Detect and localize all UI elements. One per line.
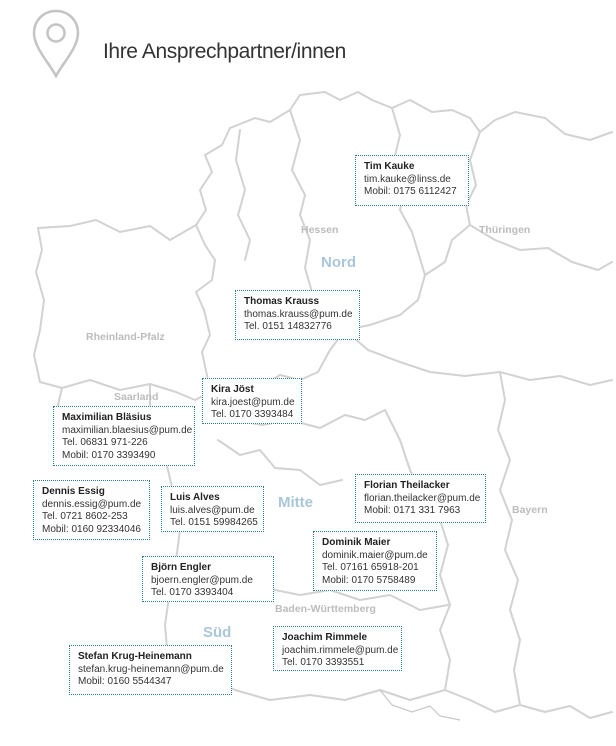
contact-name: Dominik Maier xyxy=(322,537,391,548)
contact-card-essig xyxy=(33,480,150,540)
border-hessen-west xyxy=(196,128,230,310)
border-inner-1 xyxy=(236,130,250,260)
contact-email[interactable]: stefan.krug-heinemann@pum.de xyxy=(78,663,224,675)
border-thueringen xyxy=(480,112,612,140)
contact-card-maier xyxy=(313,531,437,591)
contact-email[interactable]: tim.kauke@linss.de xyxy=(364,173,451,185)
contact-name: Kira Jöst xyxy=(211,384,254,395)
page-title: Ihre Ansprechpartner/innen xyxy=(103,40,346,63)
contact-phone[interactable]: Tel. 0170 3393484 xyxy=(211,409,294,421)
contact-phone[interactable]: Tel. 07161 65918-201 xyxy=(322,562,419,574)
contact-card-blaesius xyxy=(53,406,195,466)
border-inner-2 xyxy=(290,110,312,292)
contact-name: Luis Alves xyxy=(170,492,220,503)
border-bayern-north xyxy=(345,330,612,385)
contact-name: Tim Kauke xyxy=(364,161,415,172)
contact-email[interactable]: dominik.maier@pum.de xyxy=(322,549,428,561)
contact-phone[interactable]: Tel. 0151 59984265 xyxy=(170,517,258,529)
contact-phone[interactable]: Mobil: 0171 331 7963 xyxy=(364,505,461,517)
contact-name: Thomas Krauss xyxy=(244,296,320,307)
contact-email[interactable]: luis.alves@pum.de xyxy=(170,504,255,516)
contact-name: Dennis Essig xyxy=(42,486,105,497)
contact-phone[interactable]: Tel. 0721 8602-253 xyxy=(42,511,128,523)
contact-email[interactable]: joachim.rimmele@pum.de xyxy=(282,644,399,656)
border-rlp-west xyxy=(34,228,44,382)
state-label-bayern: Bayern xyxy=(512,504,548,516)
state-label-saarland: Saarland xyxy=(114,391,159,403)
border-rlp-north xyxy=(38,220,196,240)
state-label-thueringen: Thüringen xyxy=(479,224,531,236)
contact-card-rimmele xyxy=(273,626,402,671)
contact-card-engler xyxy=(142,556,274,602)
contact-mobile[interactable]: Mobil: 0170 3393490 xyxy=(62,449,156,461)
contact-name: Florian Theilacker xyxy=(364,480,450,491)
contact-card-krauss xyxy=(235,290,360,340)
contact-phone[interactable]: Tel. 0170 3393551 xyxy=(282,657,365,669)
border-hessen-north xyxy=(230,92,480,132)
state-label-rheinland-pfalz: Rheinland-Pfalz xyxy=(86,331,165,343)
state-label-baden-wuerttemberg: Baden-Württemberg xyxy=(275,603,376,615)
contact-phone[interactable]: Mobil: 0175 6112427 xyxy=(364,186,457,198)
contact-mobile[interactable]: Mobil: 0170 5758489 xyxy=(322,574,416,586)
region-label-nord: Nord xyxy=(321,254,356,271)
contact-name: Joachim Rimmele xyxy=(282,632,368,643)
border-inner-5 xyxy=(218,440,342,485)
region-label-sued: Süd xyxy=(203,624,232,641)
contact-card-alves xyxy=(161,486,264,532)
contact-card-kauke xyxy=(355,155,469,206)
contact-name: Björn Engler xyxy=(151,562,212,573)
contact-mobile[interactable]: Mobil: 0160 92334046 xyxy=(42,523,141,535)
border-bayern-south xyxy=(445,690,612,718)
contact-email[interactable]: dennis.essig@pum.de xyxy=(42,498,142,510)
contact-card-joest xyxy=(202,378,302,424)
contact-phone[interactable]: Tel. 0170 3393404 xyxy=(151,587,234,599)
map-pin-icon xyxy=(30,8,82,78)
state-label-hessen: Hessen xyxy=(301,224,339,236)
border-inner-4 xyxy=(498,372,520,705)
contact-email[interactable]: florian.theilacker@pum.de xyxy=(364,492,481,504)
region-label-mitte: Mitte xyxy=(278,494,313,511)
contact-email[interactable]: bjoern.engler@pum.de xyxy=(151,574,253,586)
contact-phone[interactable]: Tel. 0151 14832776 xyxy=(244,321,332,333)
contact-card-theilacker xyxy=(355,474,486,523)
contact-phone[interactable]: Mobil: 0160 5544347 xyxy=(78,676,172,688)
contact-email[interactable]: maximilian.blaesius@pum.de xyxy=(62,424,193,436)
contact-name: Stefan Krug-Heinemann xyxy=(78,651,192,662)
contact-email[interactable]: thomas.krauss@pum.de xyxy=(244,308,353,320)
contact-email[interactable]: kira.joest@pum.de xyxy=(211,396,295,408)
contact-card-krug xyxy=(69,645,232,695)
header xyxy=(30,8,82,78)
contact-name: Maximilian Bläsius xyxy=(62,412,152,423)
contact-phone[interactable]: Tel. 06831 971-226 xyxy=(62,437,148,449)
